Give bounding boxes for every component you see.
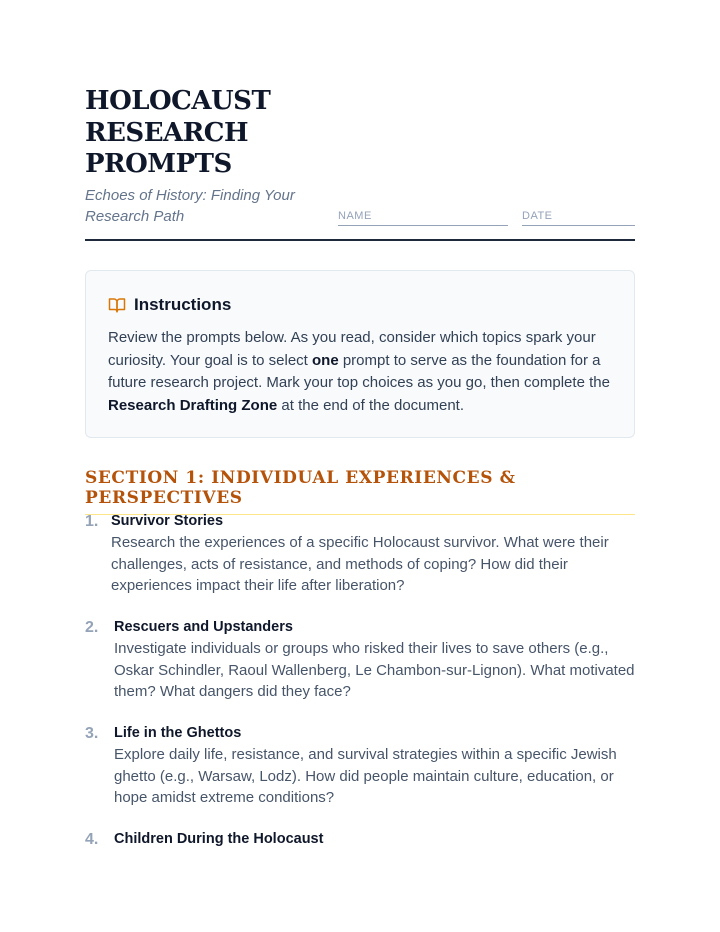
prompt-title: Survivor Stories	[111, 513, 224, 529]
prompt-item[interactable]	[85, 829, 635, 850]
date-field[interactable]	[522, 206, 635, 226]
instructions-emphasis: Research Drafting Zone	[108, 396, 278, 414]
prompt-title: Children During the Holocaust	[114, 831, 324, 847]
name-field-label: NAME	[338, 210, 372, 222]
document-header	[85, 86, 635, 227]
instructions-text-part: at the end of the document.	[277, 396, 465, 414]
prompt-content	[114, 617, 635, 703]
page-subtitle: Echoes of History: Finding Your Research Path	[85, 186, 295, 225]
prompt-description: Research the experiences of a specific Holocaust survivor. What were their challenges, acts of resistance, and methods of coping? How did their experiences impact their life after liberation?	[111, 534, 609, 594]
prompt-number: 2.	[85, 619, 99, 636]
date-field-label: DATE	[522, 210, 553, 222]
prompt-description: Investigate individuals or groups who risked their lives to save others (e.g., Oskar Schindler, Raoul Wallenberg, Le Chambon-sur-Lignon). What motivated them? What dangers did they face?	[114, 640, 635, 700]
prompt-title: Rescuers and Upstanders	[114, 619, 293, 635]
prompt-number: 4.	[85, 831, 99, 848]
prompt-title: Life in the Ghettos	[114, 725, 242, 741]
instructions-emphasis: one	[312, 351, 339, 369]
section-title: SECTION 1: INDIVIDUAL EXPERIENCES & PERSPECTIVES	[85, 468, 635, 515]
book-open-icon	[108, 296, 126, 314]
prompt-description: Explore daily life, resistance, and survival strategies within a specific Jewish ghetto (e.g., Warsaw, Lodz). How did people maintain culture, education, or hope amidst extreme conditions?	[114, 746, 617, 806]
prompt-content	[111, 511, 635, 597]
instructions-heading	[108, 295, 612, 315]
prompt-number: 1.	[85, 513, 99, 530]
header-divider	[85, 239, 635, 241]
prompt-content	[114, 829, 323, 850]
prompt-number: 3.	[85, 725, 99, 742]
instructions-title: Instructions	[134, 295, 232, 314]
prompt-item[interactable]	[85, 617, 635, 703]
page-title: HOLOCAUST RESEARCH PROMPTS	[85, 86, 271, 179]
instructions-box	[85, 270, 635, 438]
instructions-text-part: Review the prompts below. As you read, consider which topics spark your curiosity. Your goal is to select	[108, 329, 596, 369]
prompt-item[interactable]	[85, 511, 635, 597]
name-field[interactable]	[338, 206, 508, 226]
instructions-text-part: prompt to serve as the foundation for a future research project. Mark your top choices as you go, then complete the	[108, 351, 610, 391]
prompt-content	[114, 723, 635, 809]
instructions-text	[108, 327, 612, 417]
prompt-item[interactable]	[85, 723, 635, 809]
